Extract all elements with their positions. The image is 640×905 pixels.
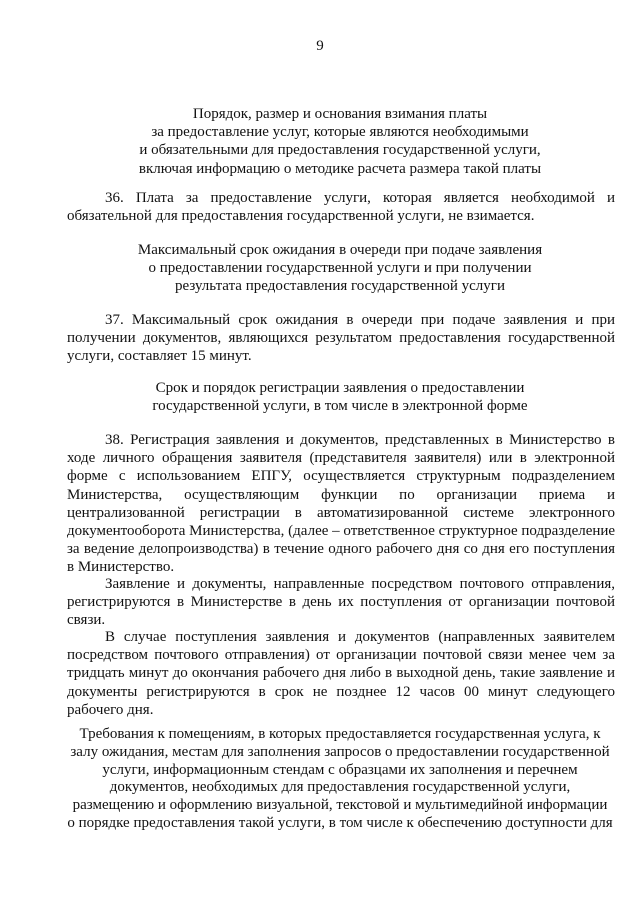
paragraph-line: рабочего дня.	[67, 701, 154, 718]
heading-line: залу ожидания, местам для заполнения запросов о предоставлении государственной	[70, 743, 610, 760]
heading-line: государственной услуги, в том числе в электронной форме	[152, 398, 528, 415]
heading-line: о предоставлении государственной услуги и при получении	[148, 260, 532, 277]
heading-line: за предоставление услуг, которые являются необходимыми	[151, 124, 529, 141]
paragraph-line: 38. Регистрация заявления и документов, представленных в Министерство в	[105, 432, 615, 448]
paragraph-postal-registration	[67, 575, 615, 630]
paragraph-line: 37. Максимальный срок ожидания в очереди при подаче заявления и при	[105, 312, 615, 328]
paragraph-line: в Министерство.	[67, 559, 175, 576]
paragraph-line: документооборота Министерства, (далее – ответственное структурное подразделение	[67, 523, 616, 540]
paragraph-line: обязательной для предоставления государственной услуги, не взимается.	[67, 208, 535, 225]
heading-line: документов, необходимых для предоставления государственной услуги,	[109, 779, 571, 796]
paragraph-line: посредством почтового отправления) от организации почтовой связи менее чем за	[67, 647, 615, 664]
heading-line: включая информацию о методике расчета размера такой платы	[138, 160, 542, 177]
paragraph-line: централизованной регистрации в автоматизированной системе электронного	[67, 504, 615, 521]
section-heading-premises-requirements	[60, 726, 620, 833]
paragraph-line: форме с использованием ЕПГУ, осуществляется структурным подразделением	[67, 468, 615, 485]
paragraph-36	[67, 189, 615, 225]
paragraph-line: получении документов, являющихся результатом предоставления государственной	[67, 330, 615, 347]
heading-line: Максимальный срок ожидания в очереди при подаче заявления	[137, 242, 543, 258]
paragraph-line: ходе личного обращения заявителя (представителя заявителя) или в электронной	[67, 450, 615, 467]
paragraph-line: услуги, составляет 15 минут.	[67, 348, 252, 365]
heading-line: Порядок, размер и основания взимания платы	[192, 106, 488, 122]
paragraph-line: Заявление и документы, направленные посредством почтового отправления,	[105, 576, 615, 592]
heading-line: и обязательными для предоставления государственной услуги,	[139, 142, 541, 159]
paragraph-line: тридцать минут до окончания рабочего дня либо в выходной день, такие заявление и	[67, 665, 615, 682]
heading-line: размещению и оформлению визуальной, текстовой и мультимедийной информации	[72, 797, 608, 814]
paragraph-line: регистрируются в Министерстве в день их поступления от организации почтовой	[67, 594, 615, 611]
paragraph-line: В случае поступления заявления и документов (направленных заявителем	[105, 629, 615, 645]
paragraph-line: Министерства, осуществляющим функции по организации приема и	[67, 486, 615, 503]
paragraph-line: связи.	[67, 612, 106, 629]
heading-line: услуги, информационным стендам с образцами их заполнения и перечнем	[102, 761, 578, 778]
heading-line: Срок и порядок регистрации заявления о предоставлении	[155, 380, 525, 396]
heading-line: Требования к помещениям, в которых предоставляется государственная услуга, к	[79, 726, 601, 742]
paragraph-37	[67, 311, 615, 366]
page-number: 9	[316, 38, 324, 54]
paragraph-late-receipt	[67, 628, 615, 719]
paragraph-line: 36. Плата за предоставление услуги, которая является необходимой и	[105, 190, 615, 206]
heading-line: результата предоставления государственной услуги	[175, 278, 505, 295]
heading-line: о порядке предоставления такой услуги, в том числе к обеспечению доступности для	[67, 814, 613, 831]
paragraph-line: документы регистрируются в срок не позднее 12 часов 00 минут следующего	[67, 683, 615, 700]
paragraph-38	[67, 431, 615, 577]
section-heading-registration	[60, 379, 620, 415]
section-heading-queue-time	[60, 241, 620, 296]
section-heading-fee	[60, 105, 620, 178]
paragraph-line: за ведение делопроизводства) в течение одного рабочего дня со дня его поступления	[67, 541, 615, 558]
